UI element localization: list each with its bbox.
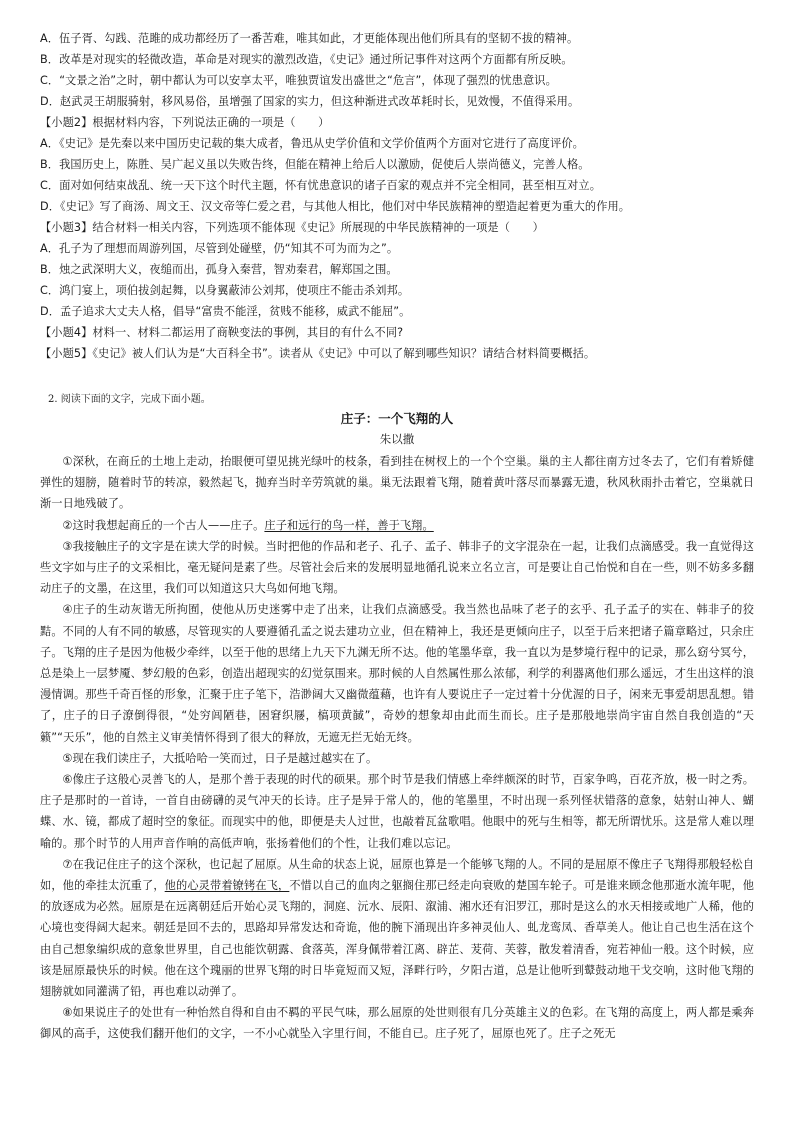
q3-option-d: D．孟子追求大丈夫人格，倡导“富贵不能淫，贫贱不能移，威武不能屈”。 <box>40 305 411 318</box>
q3-option-c: C．鸿门宴上，项伯拔剑起舞，以身翼蔽沛公刘邦，使项庄不能击杀刘邦。 <box>40 284 410 297</box>
article-paragraph-2 <box>40 515 754 536</box>
article-paragraph-3: ③我接触庄子的文字是在读大学的时候。当时把他的作品和老子、孔子、孟子、韩非子的文字混杂在一起，让我们点滴感受。我一直觉得这些文字如与庄子的文采相比，毫无疑问是素了些。尽管社会后来的发展明显地循孔说来立名立言，可是要让自己怡悦和自在一些，则不妨多多翻动庄子的文墨，在这里，我们可以知道这只大鸟如何地飞翔。 <box>40 539 754 596</box>
paragraph-2-underlined: 庄子和远行的鸟一样，善于飞翔。 <box>264 518 434 532</box>
q2-option-b: B．我国历史上，陈胜、吴广起义虽以失败告终，但能在精神上给后人以激励，促使后人崇尚德义，完善人格。 <box>40 158 590 171</box>
q5-stem: 【小题5】《史记》被人们认为是“大百科全书”。读者从《史记》中可以了解到哪些知识？请结合材料简要概括。 <box>40 347 596 360</box>
paragraph-2-text: ②这时我想起商丘的一个古人——庄子。 <box>62 518 265 532</box>
q3-option-a: A．孔子为了理想而周游列国，尽管到处碰壁，仍“知其不可为而为之”。 <box>40 242 399 255</box>
paragraph-7-underlined: 他的心灵带着镣铐在飞， <box>164 879 290 893</box>
paragraph-7-text-b: 不惜以自己的血肉之躯搁住那已经走向衰败的楚国车轮子。可是谁来顾念他那逝水流年呢，他的放逐成为必然。屈原是在远离朝廷后开始心灵飞翔的，洞庭、沅水、辰阳、溆浦、湘水还有汨罗江，那时是这么的水天相接或地广人稀，他的心境也变得阔大起来。朝廷是回不去的，思路却异常发达和奇诡，他的腕下涌现出许多神灵仙人、虬龙鸾凤、香草美人。他让自己也生活在这个由自己想象编织成的意象世界里，自己也能饮朝露、食落英，浑身佩带着江离、辟芷、茇荷、芙蓉，散发着清香，宛若神仙一般。这个时候，应该是屈原最快乐的时候。他在这个瑰丽的世界飞翔的时日毕竟短而又短，泽畔行吟，夕阳古道，总是让他听到鼙鼓动地干戈交响，这时他飞翔的翅膀就如同灌满了铅，再也难以动弹了。 <box>40 879 754 999</box>
q1-option-d: D．赵武灵王胡服骑射，移风易俗，虽增强了国家的实力，但这种渐进式改革耗时长，见效慢，不值得采用。 <box>40 95 580 108</box>
q3-option-b: B．烛之武深明大义，夜缒而出，孤身入秦营，智劝秦君，解郑国之围。 <box>40 263 398 276</box>
q4-stem: 【小题4】材料一、材料二都运用了商鞅变法的事例，其目的有什么不同? <box>40 326 404 339</box>
article-title: 庄子：一个飞翔的人 <box>340 411 454 426</box>
document-page <box>40 28 754 1045</box>
q3-stem: 【小题3】结合材料一相关内容，下列选项不能体现《史记》所展现的中华民族精神的一项是（ ） <box>40 221 544 234</box>
article-author: 朱以撒 <box>379 432 415 446</box>
q1-option-b: B．改革是对现实的轻微改造，革命是对现实的激烈改造，《史记》通过所记事件对这两个方面都有所反映。 <box>40 53 573 66</box>
q2-option-a: A．《史记》是先秦以来中国历史记载的集大成者，鲁迅从史学价值和文学价值两个方面对它进行了高度评价。 <box>40 137 584 150</box>
article-paragraph-7 <box>40 854 754 1002</box>
article-paragraph-5: ⑤现在我们读庄子，大抵哈哈一笑而过，日子是越过越实在了。 <box>62 751 378 765</box>
q2-stem: 【小题2】根据材料内容，下列说法正确的一项是（ ） <box>40 116 330 129</box>
article-paragraph-6: ⑥像庄子这般心灵善飞的人，是那个善于表现的时代的硕果。那个时节是我们情感上牵绊颇深的时节，百家争鸣，百花齐放，极一时之秀。庄子是那时的一首诗，一首自由磅礴的灵气冲天的长诗。庄子是异于常人的，他的笔墨里，不时出现一系列怪状错落的意象，姑射山神人、蝴蝶、水、镜，都成了超时空的象征。而现实中的他，即便是夫人过世，也敲着瓦盆歌唱。他眼中的死与生相等，都无所谓忧乐。这是常人难以理喻的。那个时节的人用声音作响的高低声响，张扬着他们的个性，让我们难以忘记。 <box>40 773 754 850</box>
q2-option-d: D．《史记》写了商汤、周文王、汉文帝等仁爱之君，与其他人相比，他们对中华民族精神的塑造起着更为重大的作用。 <box>40 200 631 213</box>
q2-option-c: C．面对如何结束战乱、统一天下这个时代主题，怀有忧患意识的诸子百家的观点并不完全相同，甚至相互对立。 <box>40 179 602 192</box>
q1-option-a: A．伍子胥、勾践、范雎的成功都经历了一番苦难，唯其如此，才更能体现出他们所具有的坚韧不拔的精神。 <box>40 32 579 45</box>
article-paragraph-1: ①深秋，在商丘的土地上走动，抬眼便可望见挑光绿叶的枝条，看到挂在树杈上的一个个空巢。巢的主人都往南方过冬去了，它们有着矫健弹性的翅膀，随着时节的转凉，毅然起飞，抛弃当时辛劳筑就的巢。巢无法跟着飞翔，随着黄叶落尽而暴露无遗，秋风秋雨扑击着它，空巢就日渐一日地残破了。 <box>40 455 754 511</box>
section-2-heading: 2. 阅读下面的文字，完成下面小题。 <box>48 394 211 405</box>
article-paragraph-8: ⑧如果说庄子的处世有一种怡然自得和自由不羁的平民气味，那么屈原的处世则很有几分英雄主义的色彩。在飞翔的高度上，两人都是乘奔御风的高手，这使我们翻开他们的文字，一不小心就坠入字里行间，不能自已。庄子死了，屈原也死了。庄子之死无 <box>40 1006 754 1041</box>
article-paragraph-4: ④庄子的生动灰谐无所拘囿，使他从历史迷雾中走了出来，让我们点滴感受。我当然也品味了老子的玄乎、孔子孟子的实在、韩非子的狡黠。不同的人有不同的敏感，尽管现实的人要遵循孔孟之说去建功立业，但在精神上，我还是更倾向庄子，以至于后来把诸子篇章略过，只余庄子。飞翔的庄子是因为他极少牵绊，以至于他的思绪上九天下九渊无所不达。他的笔墨华章，我一直以为是梦境行程中的记录，那么窈兮冥兮，总是染上一层梦魇、梦幻般的色彩，创造出超现实的幻觉氛围来。那时候的人自然属性那么浓郁，利学的利器离他们那么遥远，才生出这样的浪漫情调。那些千奇百怪的形象，汇聚于庄子笔下，浩渺阔大又幽微蕴藉，也许有人要说庄子一定过着十分优渥的日子，闲来无事爱胡思乱想。错了，庄子的日子潦倒得很，“处穷闾陋巷，困窘织屦，槁项黄馘”，奇妙的想象却由此而生而长。庄子是那般地崇尚宇宙自然自我创造的“天籁”“天乐”，他的自然主义审美情怀得到了很大的释放，无遮无拦无始无终。 <box>40 603 754 744</box>
paragraph-7-text-a: ⑦在我记住庄子的这个深秋，也记起了屈原。从生命的状态上说，屈原也算是一个能够飞翔的人。不同的是屈原不像庄子飞翔得那般轻松自如，他的牵挂太沉重了， <box>40 857 754 893</box>
q1-option-c: C．“文景之治”之时，朝中都认为可以安享太平，唯独贾谊发出盛世之“危言”，体现了强烈的忧患意识。 <box>40 74 557 87</box>
